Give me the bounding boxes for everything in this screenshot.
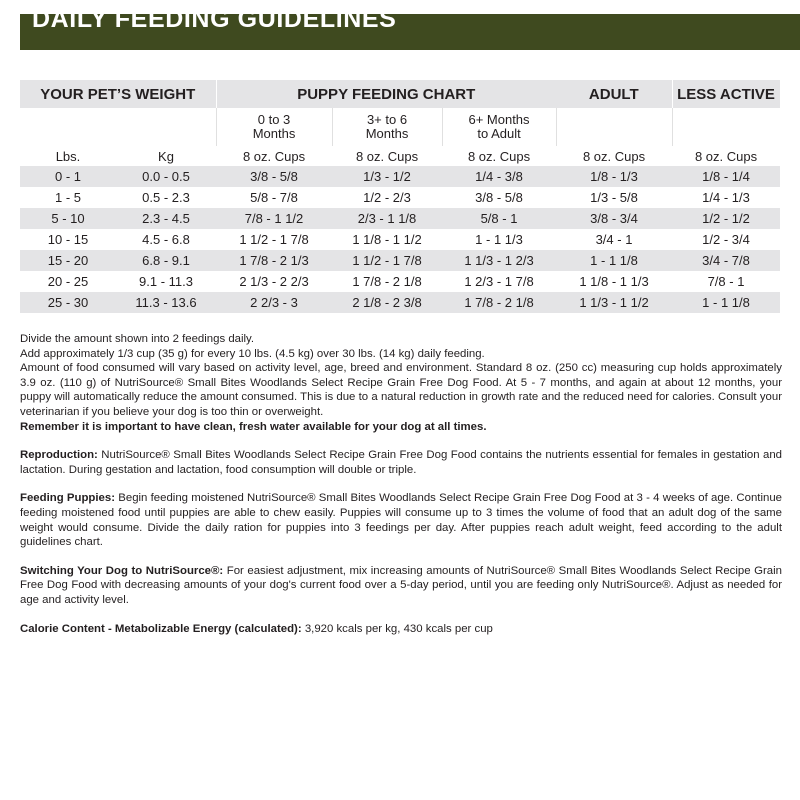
adult-header: ADULT (556, 80, 672, 108)
unit-cups: 8 oz. Cups (694, 148, 758, 164)
puppy-0-3-cell: 3/8 - 5/8 (216, 166, 332, 187)
less-active-cell: 3/4 - 7/8 (672, 250, 780, 271)
puppy-3-6-cell: 2/3 - 1 1/8 (332, 208, 442, 229)
puppy-6-adult-cell: 5/8 - 1 (442, 208, 556, 229)
puppy-6-adult-cell: 1 - 1 1/3 (442, 229, 556, 250)
switching-text: For easiest adjustment, mix increasing amounts of NutriSource® Small Bites Woodlands Select Recipe Grain Free Dog Food with decreasing amounts of your dog's current food over a 5-day period, until you are feeding only NutriSource®. Adjust as needed for age and activity level. (20, 564, 782, 606)
note-divide: Divide the amount shown into 2 feedings daily. (20, 333, 255, 345)
note-feeding-puppies (20, 491, 782, 549)
puppy-age-row (20, 108, 780, 146)
age-col-0-3: 0 to 3 Months (216, 108, 332, 146)
table-row (20, 166, 780, 187)
calorie-label: Calorie Content - Metabolizable Energy (calculated): (20, 622, 302, 635)
units-row (20, 146, 780, 166)
reproduction-text: NutriSource® Small Bites Woodlands Select Recipe Grain Free Dog Food contains the nutrients essential for females in gestation and lactation. During gestation and lactation, food consumption will double or triple. (20, 449, 782, 476)
adult-cell: 1 1/8 - 1 1/3 (556, 271, 672, 292)
less-active-cell: 1 - 1 1/8 (672, 292, 780, 313)
less-active-cell: 1/2 - 1/2 (672, 208, 780, 229)
less-active-cell: 1/2 - 3/4 (672, 229, 780, 250)
puppy-6-adult-cell: 1/4 - 3/8 (442, 166, 556, 187)
puppy-6-adult-cell: 1 7/8 - 2 1/8 (442, 292, 556, 313)
less-active-header: LESS ACTIVE (672, 80, 780, 108)
weight-lbs-cell: 1 - 5 (20, 187, 116, 208)
puppy-0-3-cell: 1 7/8 - 2 1/3 (216, 250, 332, 271)
puppy-3-6-cell: 1 1/8 - 1 1/2 (332, 229, 442, 250)
unit-kg: Kg (158, 148, 174, 164)
weight-lbs-cell: 10 - 15 (20, 229, 116, 250)
feeding-puppies-label: Feeding Puppies: (20, 492, 116, 505)
less-active-cell: 1/4 - 1/3 (672, 187, 780, 208)
switching-label: Switching Your Dog to NutriSource®: (20, 564, 224, 577)
unit-lbs: Lbs. (55, 148, 81, 164)
puppy-0-3-cell: 5/8 - 7/8 (216, 187, 332, 208)
empty-cell (672, 108, 780, 146)
weight-kg-cell: 2.3 - 4.5 (116, 208, 216, 229)
weight-kg-cell: 4.5 - 6.8 (116, 229, 216, 250)
unit-cups: 8 oz. Cups (355, 148, 419, 164)
puppy-0-3-cell: 2 2/3 - 3 (216, 292, 332, 313)
reproduction-label: Reproduction: (20, 449, 98, 462)
puppy-3-6-cell: 1 1/2 - 1 7/8 (332, 250, 442, 271)
weight-lbs-cell: 15 - 20 (20, 250, 116, 271)
adult-cell: 3/8 - 3/4 (556, 208, 672, 229)
puppy-3-6-cell: 2 1/8 - 2 3/8 (332, 292, 442, 313)
puppy-3-6-cell: 1/3 - 1/2 (332, 166, 442, 187)
puppy-3-6-cell: 1/2 - 2/3 (332, 187, 442, 208)
puppy-header: PUPPY FEEDING CHART (216, 80, 556, 108)
feeding-notes (20, 332, 782, 636)
puppy-0-3-cell: 2 1/3 - 2 2/3 (216, 271, 332, 292)
empty-cell (20, 108, 116, 146)
note-add: Add approximately 1/3 cup (35 g) for every 10 lbs. (4.5 kg) over 30 lbs. (14 kg) daily feeding. (20, 347, 485, 360)
note-calorie (20, 622, 782, 637)
adult-cell: 1/3 - 5/8 (556, 187, 672, 208)
less-active-cell: 7/8 - 1 (672, 271, 780, 292)
unit-cups: 8 oz. Cups (582, 148, 646, 164)
weight-kg-cell: 6.8 - 9.1 (116, 250, 216, 271)
weight-lbs-cell: 0 - 1 (20, 166, 116, 187)
puppy-6-adult-cell: 1 2/3 - 1 7/8 (442, 271, 556, 292)
adult-cell: 1 1/3 - 1 1/2 (556, 292, 672, 313)
weight-kg-cell: 9.1 - 11.3 (116, 271, 216, 292)
calorie-text: 3,920 kcals per kg, 430 kcals per cup (301, 622, 493, 635)
weight-header: YOUR PET’S WEIGHT (20, 80, 216, 108)
adult-cell: 1 - 1 1/8 (556, 250, 672, 271)
puppy-0-3-cell: 7/8 - 1 1/2 (216, 208, 332, 229)
adult-cell: 1/8 - 1/3 (556, 166, 672, 187)
table-row (20, 187, 780, 208)
note-amount: Amount of food consumed will vary based on activity level, age, breed and environment. Standard 8 oz. (250 cc) measuring cup holds approximately 3.9 oz. (110 g) of NutriSource® Small Bites Woodlands Select Recipe Grain Free Dog Food. At 5 - 7 months, and again at about 12 months, your puppy will automatically reduce the amount consumed. This is due to a natural reduction in growth rate and the reduced need for calories. Consult your veterinarian if you believe your dog is too thin or overweight. (20, 362, 782, 418)
table-header-row (20, 80, 780, 108)
empty-cell (556, 108, 672, 146)
page-title: DAILY FEEDING GUIDELINES (32, 5, 397, 33)
less-active-cell: 1/8 - 1/4 (672, 166, 780, 187)
puppy-6-adult-cell: 1 1/3 - 1 2/3 (442, 250, 556, 271)
weight-kg-cell: 0.5 - 2.3 (116, 187, 216, 208)
note-reproduction (20, 448, 782, 477)
table-row (20, 250, 780, 271)
adult-cell: 3/4 - 1 (556, 229, 672, 250)
weight-kg-cell: 11.3 - 13.6 (116, 292, 216, 313)
table-row (20, 208, 780, 229)
puppy-0-3-cell: 1 1/2 - 1 7/8 (216, 229, 332, 250)
table-row (20, 271, 780, 292)
unit-cups: 8 oz. Cups (467, 148, 531, 164)
weight-lbs-cell: 20 - 25 (20, 271, 116, 292)
table-row (20, 292, 780, 313)
empty-cell (116, 108, 216, 146)
age-col-6-adult: 6+ Months to Adult (442, 108, 556, 146)
age-col-3-6: 3+ to 6 Months (332, 108, 442, 146)
note-water: Remember it is important to have clean, fresh water available for your dog at all times. (20, 420, 487, 433)
weight-kg-cell: 0.0 - 0.5 (116, 166, 216, 187)
note-switching (20, 564, 782, 608)
weight-lbs-cell: 5 - 10 (20, 208, 116, 229)
unit-cups: 8 oz. Cups (242, 148, 306, 164)
feeding-chart-table (20, 80, 781, 313)
feeding-puppies-text: Begin feeding moistened NutriSource® Small Bites Woodlands Select Recipe Grain Free Dog Food at 3 - 4 weeks of age. Continue feeding moistened food until puppies are able to chew easily. Puppies will consume up to 3 times the volume of food that an adult dog of the same weight would consume. Divide the daily ration for puppies into 3 feedings per day. After puppies reach adult weight, feed according to the adult guidelines chart. (20, 492, 782, 549)
puppy-6-adult-cell: 3/8 - 5/8 (442, 187, 556, 208)
puppy-3-6-cell: 1 7/8 - 2 1/8 (332, 271, 442, 292)
table-row (20, 229, 780, 250)
weight-lbs-cell: 25 - 30 (20, 292, 116, 313)
